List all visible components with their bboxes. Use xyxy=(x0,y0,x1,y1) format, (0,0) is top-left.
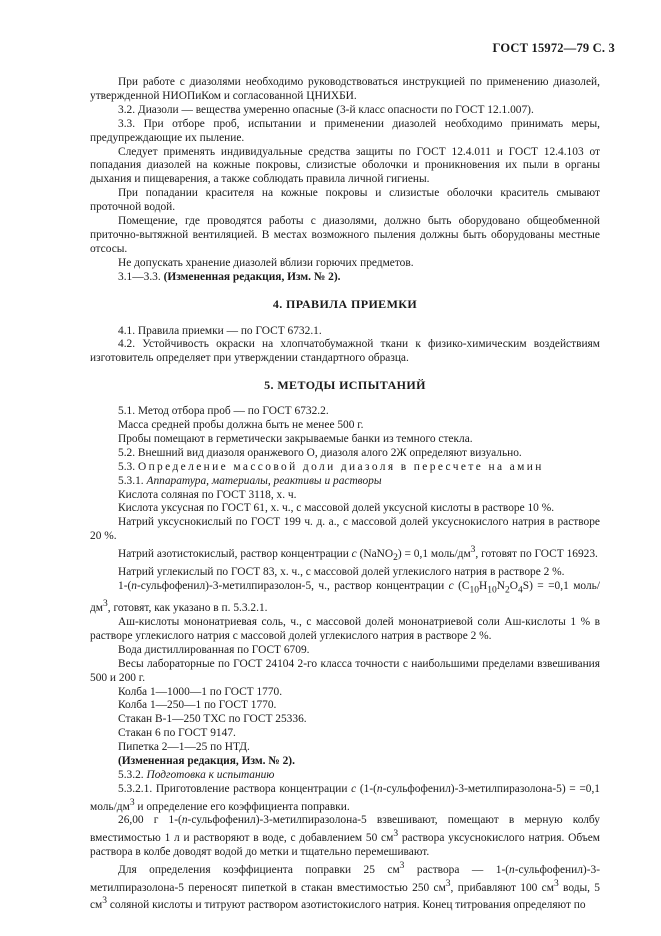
paragraph: Кислота уксусная по ГОСТ 61, х. ч., с массовой долей уксусной кислоты в растворе 10 %. xyxy=(118,502,555,515)
paragraph: Натрий азотистокислый, раствор концентрации c (NaNO$_2$) = 0,1 моль/$дм^3$, готовят по ГОСТ 16923. xyxy=(118,545,598,564)
paragraph: Пипетка 2—1—25 по НТД. xyxy=(118,741,250,754)
revision-note: (Измененная редакция, Изм. № 2). xyxy=(163,270,341,283)
paragraph: 3.3. При отборе проб, испытании и применении диазолей необходимо принимать меры, предупреждающие их пыление. xyxy=(90,117,600,144)
paragraph: Не допускать хранение диазолей вблизи горючих предметов. xyxy=(118,256,414,269)
paragraph: Масса средней пробы должна быть не менее 500 г. xyxy=(118,419,364,432)
paragraph: Помещение, где проводятся работы с диазолями, должно быть оборудовано общеобменной приточно-вытяжной вентиляцией. В местах возможного пыления должны быть оборудованы местные отсосы. xyxy=(90,215,600,255)
paragraph: 5.3.2.1. Приготовление раствора концентрации c (1-(n-сульфофенил)-3-метилпиразолона-5) = =0,1 моль/$дм^3$ и определение его коэффициента поправки. xyxy=(90,782,600,813)
paragraph: Весы лабораторные по ГОСТ 24104 2-го класса точности с наибольшими пределами взвешивания 500 и 200 г. xyxy=(90,657,600,684)
paragraph: При работе с диазолями необходимо руководствоваться инструкцией по применению диазолей, утвержденной НИОПиКом и согласованной ЦНИХБИ. xyxy=(90,76,600,102)
section-heading-4: 4. ПРАВИЛА ПРИЕМКИ xyxy=(272,296,418,311)
paragraph: Аш-кислоты мононатриевая соль, ч., с массовой долей мононатриевой соли Аш-кислоты 1 % в растворе углекислого натрия с массовой долей углекислого натрия в растворе 2 %. xyxy=(90,615,600,642)
paragraph: 26,00 г 1-(n-сульфофенил)-3-метилпиразолона-5 взвешивают, помещают в мерную колбу вместимостью 1 л и растворяют в воде, с добавлением 50 $см^3$ раствора уксуснокислого натрия. Объем раствора в колбе доводят водой до метки и тщательно перемешивают. xyxy=(90,814,600,859)
paragraph: Для определения коэффициента поправки 25 $см^3$ раствора — 1-(n-сульфофенил)-3-метилпиразолона-5 переносят пипеткой в стакан вместимостью 250 $см^3$, прибавляют 100 $см^3$ воды, 5 $см^3$ соляной кислоты и титруют раствором азотистокислого натрия. Конец титрования определяют по xyxy=(90,860,601,912)
paragraph: Стакан В-1—250 ТХС по ГОСТ 25336. xyxy=(118,713,307,726)
paragraph: 5.1. Метод отбора проб — по ГОСТ 6732.2. xyxy=(118,405,329,418)
paragraph: 5.2. Внешний вид диазоля оранжевого О, диазоля алого 2Ж определяют визуально. xyxy=(118,446,522,459)
paragraph: Колба 1—250—1 по ГОСТ 1770. xyxy=(118,699,277,712)
paragraph: Следует применять индивидуальные средства защиты по ГОСТ 12.4.011 и ГОСТ 12.4.103 от попадания диазолей на кожные покровы, слизистые оболочки и проникновения их пыли в органы дыхания и пищеварения, а также соблюдать правила личной гигиены. xyxy=(90,145,600,186)
paragraph: 4.2. Устойчивость окраски на хлопчатобумажной ткани к физико-химическим воздействиям изготовитель определяет при утверждении стандартного образца. xyxy=(90,338,600,365)
paragraph: Стакан 6 по ГОСТ 9147. xyxy=(118,727,236,740)
paragraph: Кислота соляная по ГОСТ 3118, х. ч. xyxy=(118,488,297,501)
document-body xyxy=(90,76,600,913)
paragraph xyxy=(90,271,600,285)
paragraph: Пробы помещают в герметически закрываемые банки из темного стекла. xyxy=(118,432,473,445)
clause-ref: 3.1—3.3. xyxy=(118,270,164,283)
paragraph: Натрий уксуснокислый по ГОСТ 199 ч. д. а., с массовой долей уксуснокислого натрия в растворе 20 %. xyxy=(90,516,600,543)
paragraph: Натрий углекислый по ГОСТ 83, х. ч., с массовой долей углекислого натрия в растворе 2 %. xyxy=(118,566,565,579)
paragraph: 1-(n-сульфофенил)-3-метилпиразолон-5, ч., раствор концентрации c $(C_{10}H_{10}N_2O_4S) = =0,1$ моль/$дм^3$, готовят, как указано в п. 5.3.2.1. xyxy=(90,580,600,615)
paragraph: Колба 1—1000—1 по ГОСТ 1770. xyxy=(118,685,283,698)
subsection-title: Аппаратура, материалы, реактивы и растворы xyxy=(146,474,382,487)
paragraph: 3.2. Диазоли — вещества умеренно опасные (3-й класс опасности по ГОСТ 12.1.007). xyxy=(118,103,534,116)
paragraph: 4.1. Правила приемки — по ГОСТ 6732.1. xyxy=(118,324,322,337)
subsection-title: Подготовка к испытанию xyxy=(146,768,275,781)
paragraph: Вода дистиллированная по ГОСТ 6709. xyxy=(118,643,310,656)
subsection-title: Определение массовой доли диазоля в пересчете на амин xyxy=(137,460,544,473)
paragraph: 5.3.1. Аппаратура, материалы, реактивы и растворы xyxy=(118,474,382,487)
revision-note: (Измененная редакция, Изм. № 2). xyxy=(118,755,295,768)
paragraph: При попадании красителя на кожные покровы и слизистые оболочки краситель смывают проточной водой. xyxy=(90,187,600,214)
paragraph: 5.3.2. Подготовка к испытанию xyxy=(118,768,275,781)
section-heading-5: 5. МЕТОДЫ ИСПЫТАНИЙ xyxy=(264,378,426,393)
page-header: ГОСТ 15972—79 С. 3 xyxy=(492,41,615,55)
paragraph: 5.3. Определение массовой доли диазоля в пересчете на амин xyxy=(118,460,544,473)
